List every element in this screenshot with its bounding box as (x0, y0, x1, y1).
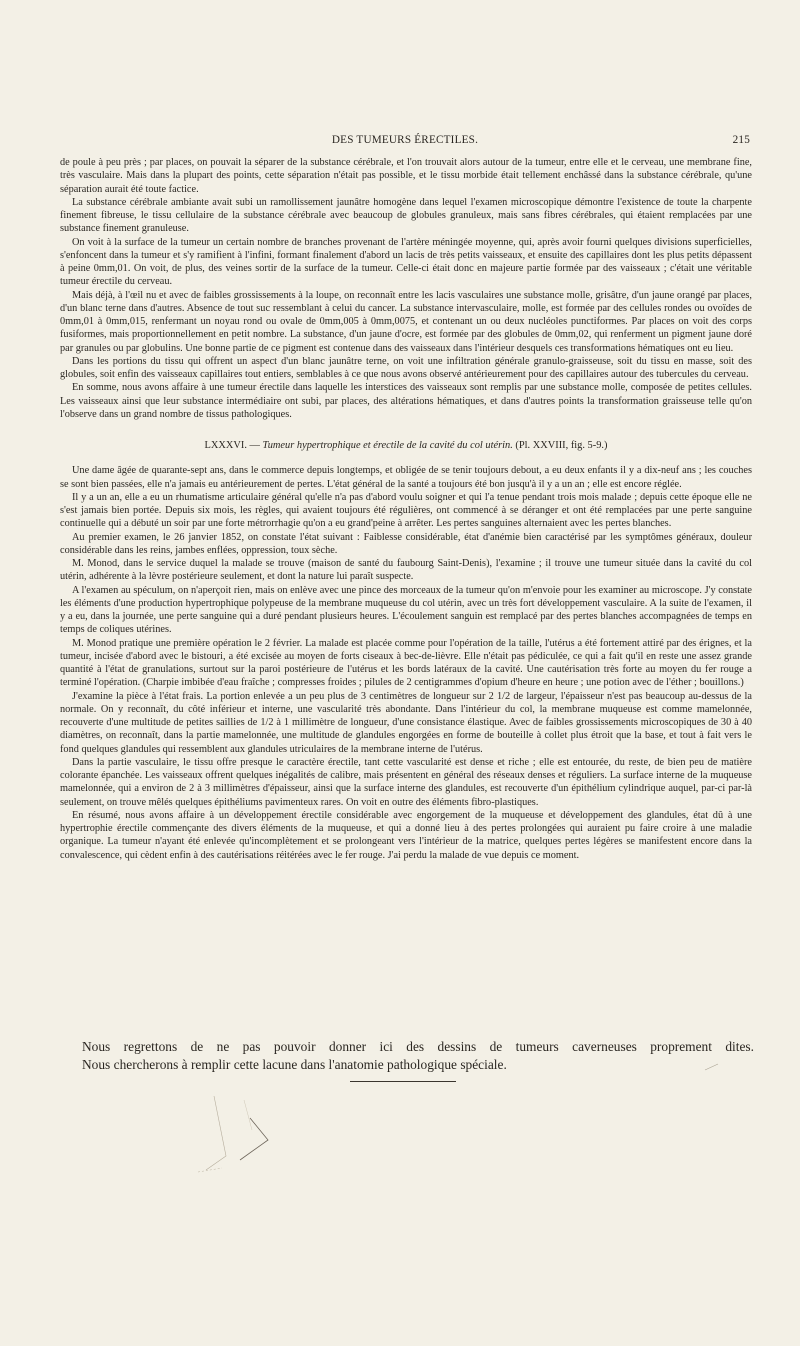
closing-line: Nous chercherons à remplir cette lacune dans l'anatomie pathologique spéciale. (82, 1057, 507, 1072)
closing-note (82, 1038, 754, 1074)
closing-line: Nous regrettons de ne pas pouvoir donner ici des dessins de tumeurs caverneuses proprement dites. (82, 1039, 754, 1054)
page-number: 215 (732, 134, 750, 146)
case-paragraph: En résumé, nous avons affaire à un développement érectile considérable avec engorgement de la muqueuse et développement des glandules, état dû à une hypertrophie érectile commençante des divers éléments de la muqueuse, et qui a donné lieu à des pertes prolongées qui auraient pu faire croire à une maladie organique. La tumeur n'ayant été enlevée qu'incomplètement et se prolongeant vers l'intérieur de la matrice, quelques pertes légères se manifestent encore dans la convalescence, qui cèdent enfin à des cautérisations réitérées avec le fer rouge. J'ai perdu la malade de vue depuis ce moment. (60, 809, 752, 861)
paragraph: Dans les portions du tissu qui offrent un aspect d'un blanc jaunâtre terne, on voit une infiltration générale granulo-graisseuse, soit du tissu en masse, soit des globules, soit enfin des vaisseaux capillaires tout entiers, semblables à ce que nous avons observé antérieurement pour des capillaires autour des tubercules du cerveau. (60, 355, 752, 380)
paragraph: En somme, nous avons affaire à une tumeur érectile dans laquelle les interstices des vaisseaux sont remplis par une substance molle, composée de petites cellules. Les vaisseaux ainsi que leur substance intermédiaire ont subi, par places, des altérations hématiques, et dans d'autres points la transformation graisseuse telle qu'on l'observe dans un grand nombre de tissus pathologiques. (60, 382, 752, 420)
paragraph: de poule à peu près ; par places, on pouvait la séparer de la substance cérébrale, et l'on trouvait alors autour de la tumeur, entre elle et le cerveau, une membrane fine, très vasculaire. Mais dans la plupart des points, cette séparation n'était pas possible, et le tissu morbide était tellement enchâssé dans la substance cérébrale, qu'une séparation aurait été toute factice. (60, 157, 752, 195)
running-title: DES TUMEURS ÉRECTILES. (331, 134, 479, 146)
case-title: Tumeur hypertrophique et érectile de la cavité du col utérin. (262, 440, 513, 451)
case-paragraph: Dans la partie vasculaire, le tissu offre presque le caractère érectile, tant cette vascularité est dense et riche ; elle est entourée, du reste, de bien peu de matière colorante épanchée. Les vaisseaux offrent quelques inégalités de calibre, mais présentent en général des réseaux denses et réguliers. La surface interne de la muqueuse mamelonnée, qui a environ de 2 à 3 millimètres d'épaisseur, ainsi que la surface interne des glandules, est recouverte d'un épithélium cylindrique auquel, par-ci par-là seulement, on trouve mêlés quelques épithéliums pavimenteux rares. On voit en outre des éléments fibro-plastiques. (60, 756, 752, 808)
paragraph: Mais déjà, à l'œil nu et avec de faibles grossissements à la loupe, on reconnaît entre les lacis vasculaires une substance molle, grisâtre, d'un jaune orangé par places, d'un blanc terne dans d'autres. Absence de tout suc ressemblant à celui du cancer. La substance intervasculaire, molle, est formée par des cellules rondes ou ovoïdes de 0mm,01 à 0mm,015, renfermant un noyau rond ou ovale de 0mm,005 à 0mm,0075, et contenant un ou deux nucléoles punctiformes. Par places on voit des corps fusiformes, mais proportionnellement en petit nombre. La substance, d'un jaune d'ocre, est formée par des globules de 0mm,02, qui renferment un pigment jaune doré par granules ou par globulins. Une bonne partie de ce pigment est contenue dans des vaisseaux dans l'intérieur desquels ces transformations hématiques ont eu lieu. (60, 289, 752, 354)
case-paragraph: Au premier examen, le 26 janvier 1852, on constate l'état suivant : Faiblesse considérable, état d'anémie bien caractérisé par les symptômes généraux, douleur considérable dans les reins, jambes enflées, oppression, toux sèche. (60, 531, 752, 556)
paragraph: On voit à la surface de la tumeur un certain nombre de branches provenant de l'artère méningée moyenne, qui, après avoir fourni quelques divisions superficielles, s'enfoncent dans la tumeur et s'y ramifient à l'infini, formant finalement d'abord un lacis de très petits vaisseaux, et ensuite des capillaires dont les plus petits dépassent à peine 0mm,01. On voit, de plus, des veines sortir de la surface de la tumeur. Celle-ci était donc en majeure partie formée par des vaisseaux ; c'était une véritable tumeur érectile du cerveau. (60, 236, 752, 288)
case-paragraph: M. Monod pratique une première opération le 2 février. La malade est placée comme pour l'opération de la taille, l'utérus a été fortement attiré par des érignes, et la tumeur, incisée d'abord avec le bistouri, a été excisée au moyen de forts ciseaux à bec-de-lièvre. Elle n'était pas pédiculée, ce qui a fait qu'il en reste une assez grande quantité à l'état de granulations, surtout sur la paroi postérieure de l'utérus et les bords latéraux de la cavité. Une cautérisation très forte au moyen du fer rouge a terminé l'opération. (Charpie imbibée d'eau fraîche ; compresses froides ; pilules de 2 centigrammes d'opium d'heure en heure ; une potion avec de l'éther ; bouillons.) (60, 637, 752, 689)
case-paragraph: Une dame âgée de quarante-sept ans, dans le commerce depuis longtemps, et obligée de se tenir toujours debout, a eu deux enfants il y a dix-neuf ans ; les couches se sont bien passées, elle n'a jamais eu antérieurement de pertes. L'état général de la santé a toujours été bon jusqu'à il y a un an ; elle est encore réglée. (60, 465, 752, 490)
section-rule (350, 1081, 456, 1082)
case-paragraph: M. Monod, dans le service duquel la malade se trouve (maison de santé du faubourg Saint-Denis), l'examine ; il trouve une tumeur située dans la cavité du col utérin, adhérente à la lèvre postérieure seulement, et dont la nature lui paraît suspecte. (60, 558, 752, 583)
paragraph: La substance cérébrale ambiante avait subi un ramollissement jaunâtre homogène dans lequel l'examen microscopique démontre l'existence de toute la charpente finement fibreuse, le tissu cellulaire de la substance cérébrale avec beaucoup de globules granuleux, mais sans fibres cérébrales, qui étaient remplacées par une substance finement granuleuse. (60, 196, 752, 235)
plate-reference: (Pl. XXVIII, fig. 5-9.) (512, 440, 608, 451)
case-paragraph: J'examine la pièce à l'état frais. La portion enlevée a un peu plus de 3 centimètres de longueur sur 2 1/2 de largeur, l'épaisseur n'est pas beaucoup au-dessus de la normale. On y reconnaît, du côté inférieur et interne, une vascularité très abondante. Dans l'intérieur du col, la membrane muqueuse est comme mamelonnée, recouverte d'une multitude de petites saillies de 1/2 à 1 millimètre de longueur, d'une consistance élastique. Avec de faibles grossissements microscopiques de 30 à 40 diamètres, on reconnaît, dans la partie mamelonnée, une multitude de glandules engorgées en forme de bouteille à collet plus étroit que la base, et tout à fait vers le fond quelques glandules qui ressemblent aux glandules utriculaires de la membrane interne de l'utérus. (60, 690, 752, 755)
running-header (60, 134, 750, 152)
case-heading (60, 439, 752, 452)
case-paragraph: Il y a un an, elle a eu un rhumatisme articulaire général qu'elle n'a pas d'abord voulu soigner et qui l'a tenue pendant trois mois malade ; depuis cette époque elle ne s'est jamais bien portée. Depuis six mois, les règles, qui avaient toujours été régulières, ont commencé à se déranger et ont été remplacées par une perte sanguine continuelle qui a débuté un soir par une forte métrorrhagie qu'on a eu grand'peine à arrêter. Les pertes sanguines alternaient avec les pertes blanches. (60, 491, 752, 530)
case-paragraph: A l'examen au spéculum, on n'aperçoit rien, mais on enlève avec une pince des morceaux de la tumeur qu'on m'envoie pour les examiner au microscope. J'y constate les éléments d'une production hypertrophique polypeuse de la membrane muqueuse du col utérin, avec un très fort développement vasculaire. A la suite de l'examen, il y a eu, dans la journée, une perte sanguine qui a duré pendant plusieurs heures. L'écoulement sanguin est remplacé par des pertes blanches accompagnées de temps en temps de coliques utérines. (60, 584, 752, 636)
body-text (60, 156, 752, 862)
case-number: LXXXVI. — (204, 440, 263, 451)
